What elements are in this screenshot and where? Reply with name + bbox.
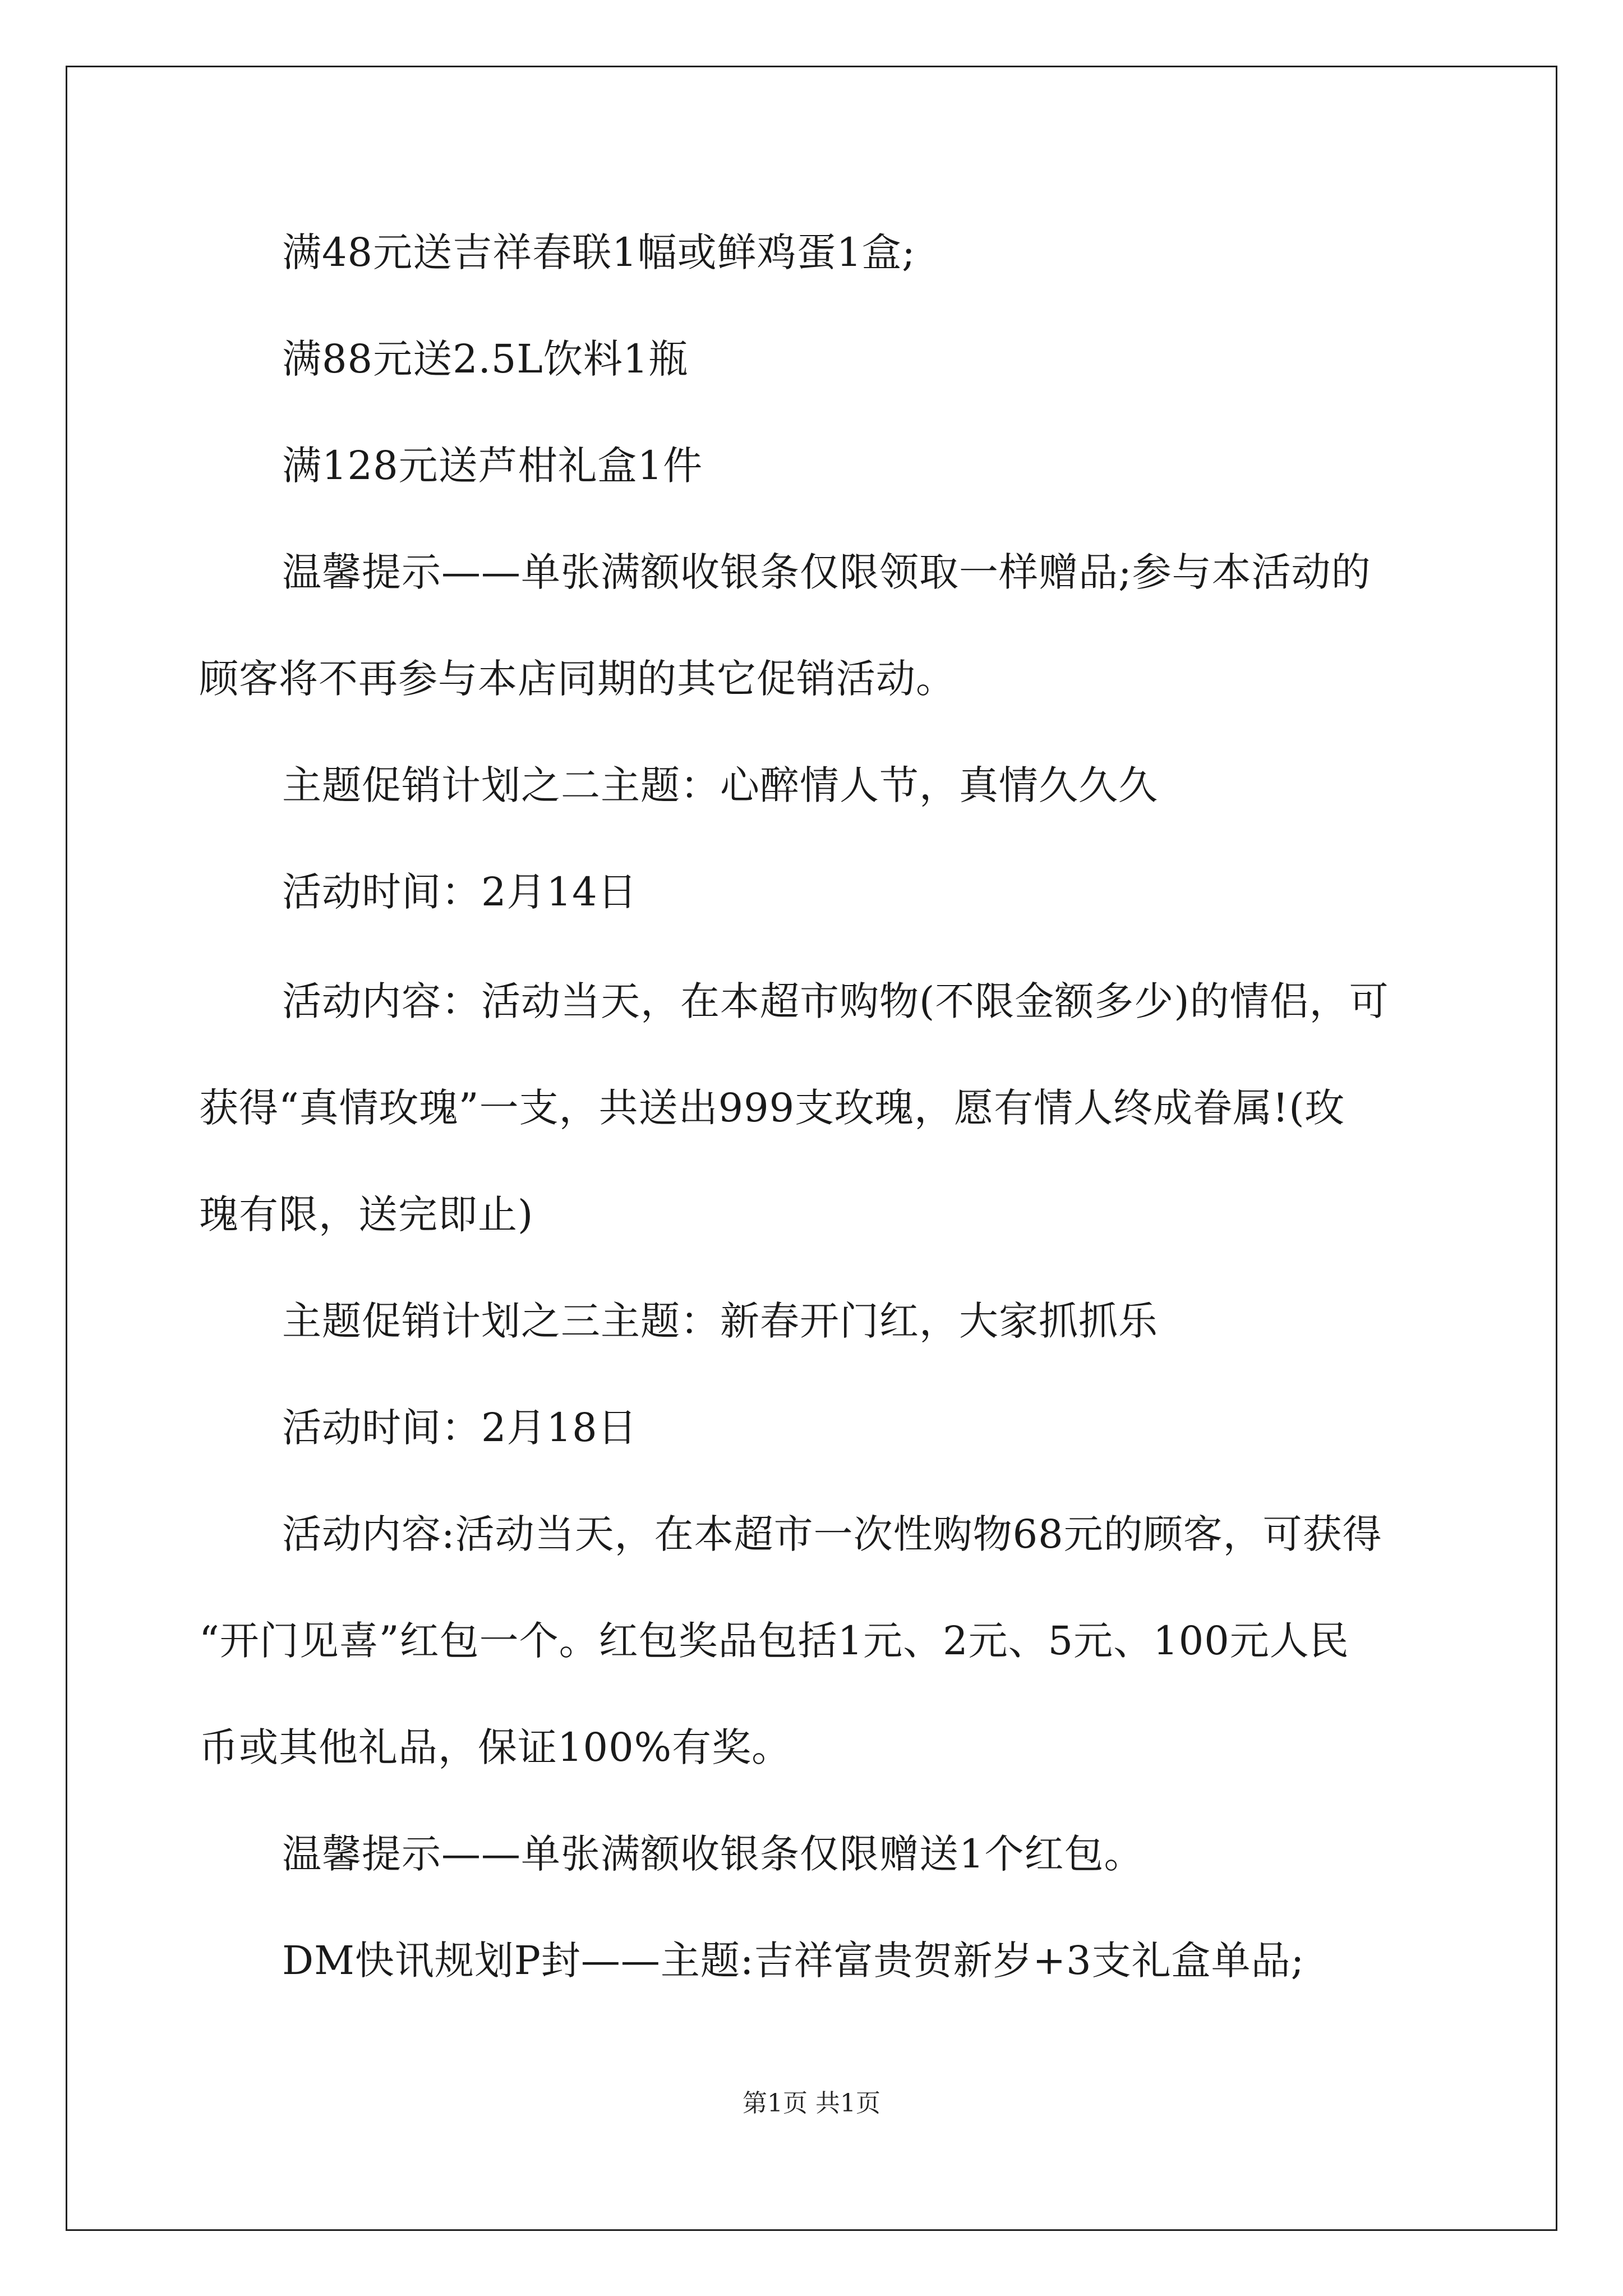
text-line: 主题促销计划之三主题：新春开门红，大家抓抓乐	[282, 1298, 1158, 1344]
text-line: 活动时间：2月18日	[282, 1405, 638, 1451]
page-number-footer: 第1页 共1页	[743, 2089, 880, 2118]
text-line: 满128元送芦柑礼盒1件	[282, 443, 703, 489]
text-line: DM快讯规划P封——主题:吉祥富贵贺新岁+3支礼盒单品;	[282, 1938, 1305, 1984]
text-line: 温馨提示——单张满额收银条仅限赠送1个红包。	[282, 1831, 1144, 1877]
text-line: 获得“真情玫瑰”一支，共送出999支玫瑰，愿有情人终成眷属!(玫	[199, 1085, 1345, 1131]
text-line: 顾客将不再参与本店同期的其它促销活动。	[199, 656, 956, 702]
text-line: “开门见喜”红包一个。红包奖品包括1元、2元、5元、100元人民	[199, 1618, 1349, 1664]
text-line: 活动时间：2月14日	[282, 869, 638, 915]
text-line: 瑰有限，送完即止)	[199, 1191, 534, 1237]
text-line: 活动内容:活动当天，在本超市一次性购物68元的顾客，可获得	[282, 1511, 1382, 1557]
text-line: 满48元送吉祥春联1幅或鲜鸡蛋1盒;	[282, 229, 916, 275]
text-line: 币或其他礼品，保证100%有奖。	[199, 1724, 792, 1770]
text-line: 温馨提示——单张满额收银条仅限领取一样赠品;参与本活动的	[282, 549, 1371, 595]
text-line: 活动内容：活动当天，在本超市购物(不限金额多少)的情侣，可	[282, 978, 1389, 1024]
page-border	[66, 66, 1557, 2231]
text-line: 主题促销计划之二主题：心醉情人节，真情久久久	[282, 762, 1158, 808]
text-line: 满88元送2.5L饮料1瓶	[282, 336, 689, 382]
